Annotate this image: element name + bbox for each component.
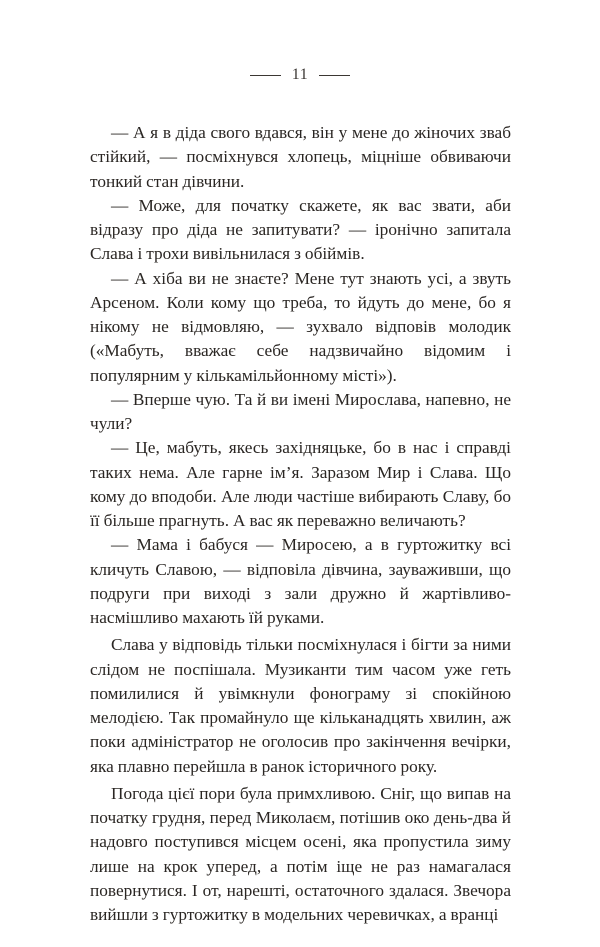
header-rule-left	[250, 75, 281, 76]
header-rule-right	[319, 75, 350, 76]
paragraph-narration-1: Слава у відповідь тільки посміхнулася і бігти за ними слідом не поспішала. Музиканти тим часом уже геть помилилися й увімкнули фонограму зі спокійною мелодією. Так промайнуло ще кільканадцять хвилин, аж поки адміністратор не оголосив про закінчення вечірки, яка плавно перейшла в ранок історичного року.	[90, 635, 511, 776]
paragraph-dialogue-4: — Вперше чую. Та й ви імені Мирослава, напевно, не чули?	[90, 389, 511, 433]
paragraph-dialogue-3: — А хіба ви не знаєте? Мене тут знають усі, а звуть Арсеном. Коли кому що треба, то йдуть до мене, бо я нікому не відмовляю, — зухвало відповів молодик («Мабуть, вважає себе надзвичайно відомим і популярним у кількамільйонному місті»).	[90, 268, 511, 385]
paragraph-dialogue-1: — А я в діда свого вдався, він у мене до жіночих зваб стійкий, — посміхнувся хлопець, міцніше обвиваючи тонкий стан дівчини.	[90, 123, 511, 191]
page-header	[0, 66, 600, 84]
paragraph-dialogue-6: — Мама і бабуся — Миросею, а в гуртожитку всі кличуть Славою, — відповіла дівчина, зауваживши, що подруги при виході з зали дружно й жартівливо-насмішливо махають їй руками.	[90, 535, 511, 627]
paragraph-narration-2: Погода цієї пори була примхливою. Сніг, що випав на початку грудня, перед Миколаєм, потішив око день-два й надовго поступився місцем осені, яка пропустила зиму лише на крок уперед, а потім іще не раз намагалася повернутися. І от, нарешті, остаточного здалася. Звечора вийшли з гуртожитку в модельних черевичках, а вранці	[90, 783, 511, 924]
page-number: 11	[291, 66, 309, 83]
body-text	[90, 121, 511, 927]
paragraph-dialogue-5: — Це, мабуть, якесь західняцьке, бо в нас і справді таких нема. Але гарне ім’я. Заразом Мир і Слава. Що кому до вподоби. Але люди частіше вибирають Славу, бо її більше прагнуть. А вас як переважно величають?	[90, 438, 511, 530]
paragraph-dialogue-2: — Може, для початку скажете, як вас звати, аби відразу про діда не запитувати? — іронічно запитала Слава і трохи вивільнилася з обіймів.	[90, 195, 511, 264]
